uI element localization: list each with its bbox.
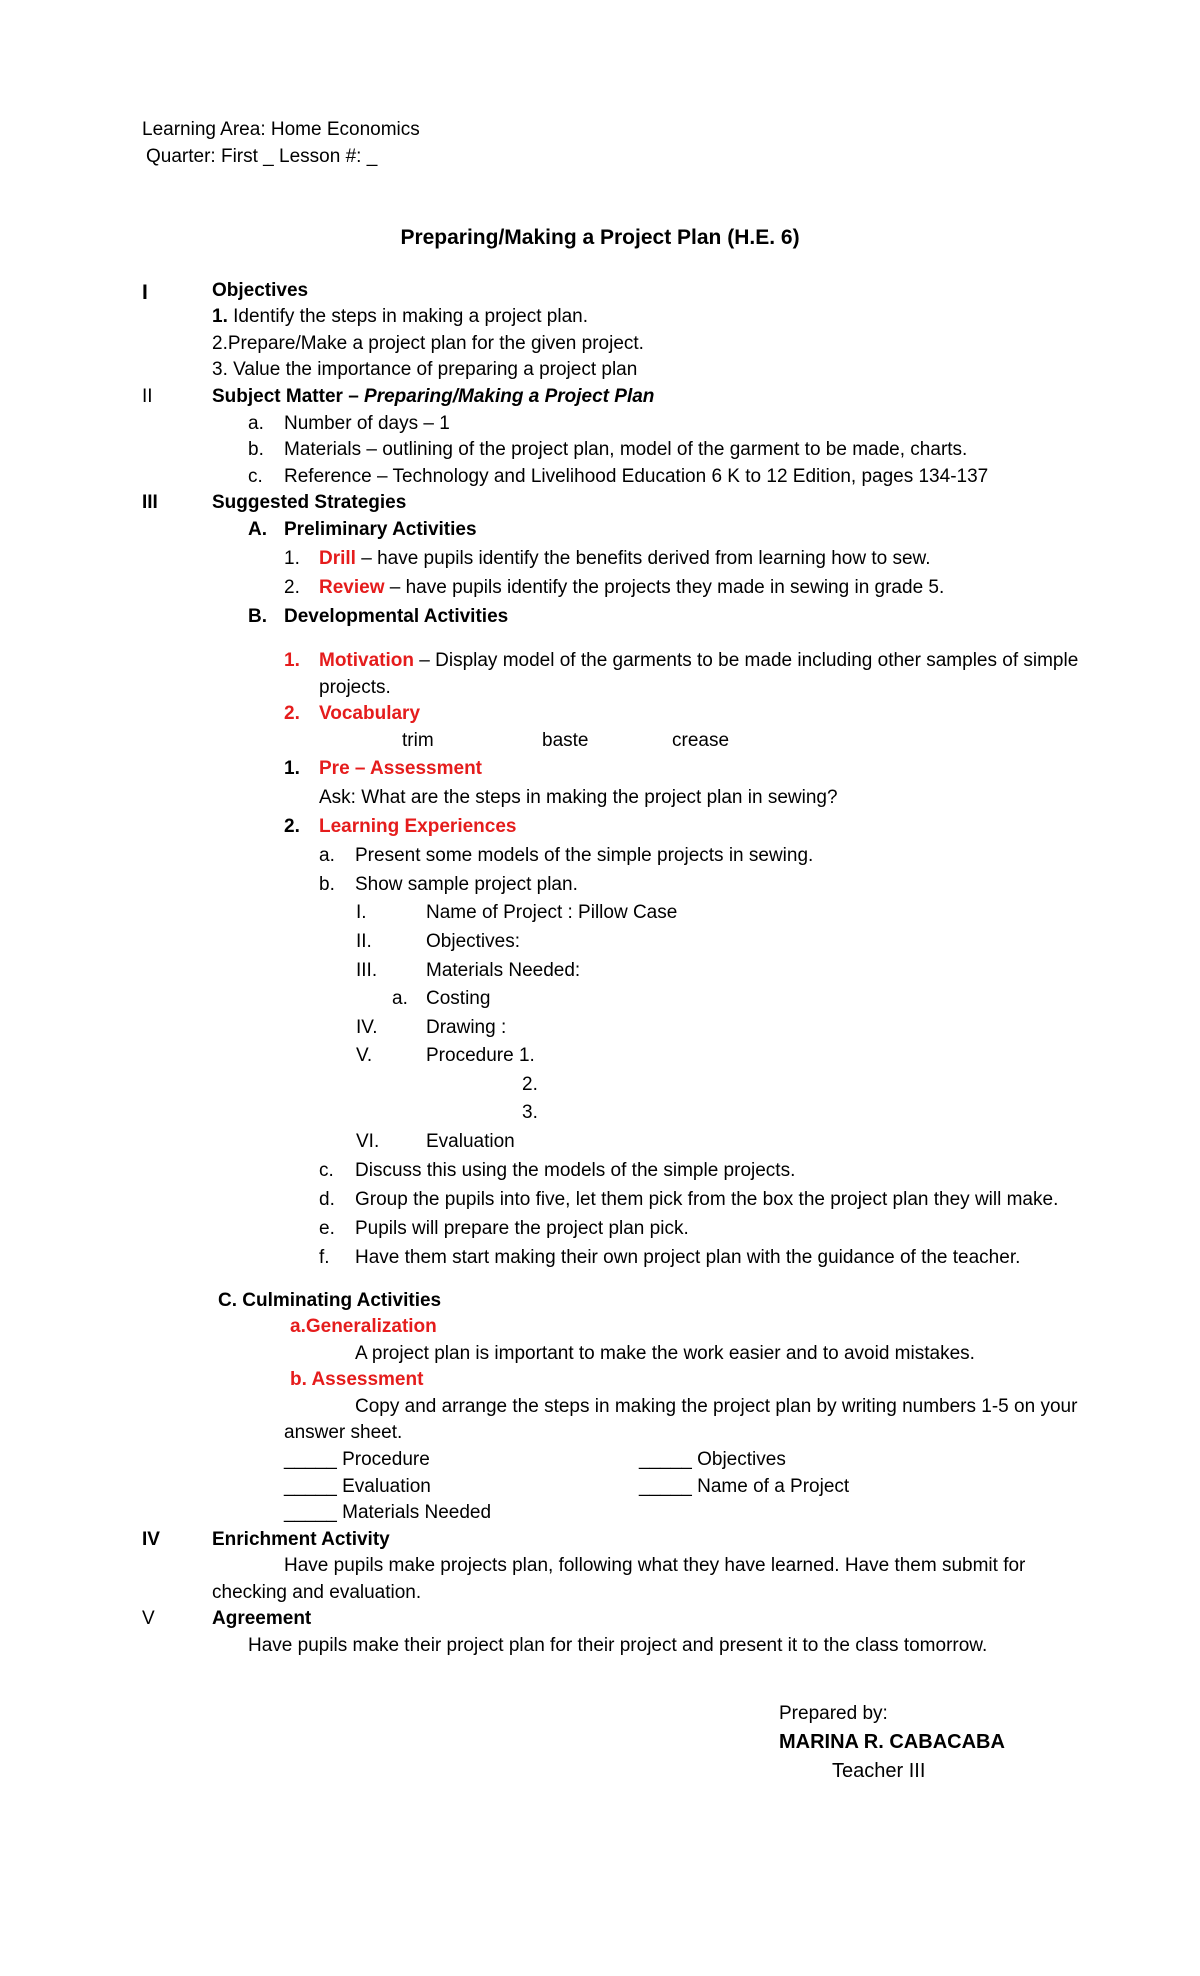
- quarter-lesson: Quarter: First _ Lesson #: _: [146, 146, 378, 167]
- preparer-name: MARINA R. CABACABA: [779, 1731, 1005, 1753]
- le-item-d: Group the pupils into five, let them pick from the box the project plan they will make.: [355, 1189, 1059, 1210]
- plan-evaluation: Evaluation: [426, 1131, 515, 1152]
- le-letter-e: e.: [319, 1218, 335, 1239]
- section-number-3: III: [142, 492, 158, 513]
- le-letter-d: d.: [319, 1189, 335, 1210]
- plan-num-iiia: a.: [392, 988, 408, 1009]
- strategies-heading: Suggested Strategies: [212, 492, 407, 513]
- objectives-heading: Objectives: [212, 280, 309, 301]
- objective-2: 2.Prepare/Make a project plan for the given project.: [212, 333, 644, 354]
- subject-item-reference: Reference – Technology and Livelihood Education 6 K to 12 Edition, pages 134-137: [284, 466, 989, 487]
- review-text: – have pupils identify the projects they made in sewing in grade 5.: [384, 577, 945, 598]
- prelim-letter: A.: [248, 519, 267, 540]
- drill-text: – have pupils identify the benefits derived from learning how to sew.: [355, 548, 931, 569]
- plan-num-iv: IV.: [356, 1017, 378, 1038]
- plan-procedure-3: 3.: [522, 1102, 538, 1123]
- motivation-text: – Display model of the garments to be made including other samples of simple: [414, 650, 1079, 671]
- le-item-e: Pupils will prepare the project plan pick.: [355, 1218, 689, 1239]
- section-number-4: IV: [142, 1529, 160, 1550]
- learning-exp-num: 2.: [284, 816, 300, 837]
- objective-1: [212, 306, 588, 329]
- subject-matter-topic: Preparing/Making a Project Plan: [364, 386, 655, 407]
- plan-materials-needed: Materials Needed:: [426, 960, 581, 981]
- plan-num-ii: II.: [356, 931, 372, 952]
- enrichment-text: Have pupils make projects plan, following what they have learned. Have them submit for: [284, 1555, 1026, 1576]
- plan-num-vi: VI.: [356, 1131, 380, 1152]
- plan-num-iii: III.: [356, 960, 378, 981]
- objective-3: 3. Value the importance of preparing a project plan: [212, 359, 638, 380]
- le-item-c: Discuss this using the models of the simple projects.: [355, 1160, 796, 1181]
- learning-area: Learning Area: Home Economics: [142, 119, 420, 140]
- le-item-f: Have them start making their own project plan with the guidance of the teacher.: [355, 1247, 1021, 1268]
- enrichment-heading: Enrichment Activity: [212, 1529, 390, 1550]
- subject-matter-heading: [212, 386, 654, 409]
- motivation-cont: projects.: [319, 677, 391, 698]
- page-title: [0, 225, 1200, 250]
- subject-item-letter-c: c.: [248, 466, 263, 487]
- le-item-a: Present some models of the simple projects in sewing.: [355, 845, 814, 866]
- plan-costing: Costing: [426, 988, 491, 1009]
- subject-item-days: Number of days – 1: [284, 413, 450, 434]
- agreement-text: Have pupils make their project plan for their project and present it to the class tomorrow.: [248, 1635, 988, 1656]
- answer-procedure: _____ Procedure: [284, 1449, 430, 1470]
- pre-assessment-num: 1.: [284, 758, 300, 779]
- review-num: 2.: [284, 577, 300, 598]
- vocab-num: 2.: [284, 703, 300, 724]
- objective-1-text: Identify the steps in making a project plan.: [227, 306, 589, 327]
- le-letter-c: c.: [319, 1160, 334, 1181]
- le-letter-a: a.: [319, 845, 335, 866]
- drill-num: 1.: [284, 548, 300, 569]
- assessment-cont: answer sheet.: [284, 1422, 403, 1443]
- drill-item: [319, 548, 931, 571]
- plan-procedure: Procedure 1.: [426, 1045, 535, 1066]
- answer-objectives: _____ Objectives: [639, 1449, 786, 1470]
- title-grade: (H.E. 6): [727, 226, 800, 249]
- section-number-2: II: [142, 386, 153, 407]
- motivation-num: 1.: [284, 650, 300, 671]
- prepared-by: Prepared by:: [779, 1703, 888, 1724]
- motivation-key: Motivation: [319, 650, 414, 671]
- objective-1-num: 1.: [212, 306, 228, 327]
- vocab-word-baste: baste: [542, 730, 589, 751]
- plan-procedure-2: 2.: [522, 1074, 538, 1095]
- plan-objectives: Objectives:: [426, 931, 520, 952]
- culminating-heading: C. Culminating Activities: [218, 1290, 442, 1311]
- enrichment-cont: checking and evaluation.: [212, 1582, 422, 1603]
- le-item-b: Show sample project plan.: [355, 874, 578, 895]
- section-number-1: I: [142, 281, 148, 304]
- assessment-text: Copy and arrange the steps in making the project plan by writing numbers 1-5 on your: [355, 1396, 1078, 1417]
- answer-name-of-project: _____ Name of a Project: [639, 1476, 850, 1497]
- plan-name-of-project: Name of Project : Pillow Case: [426, 902, 678, 923]
- motivation-item: [319, 650, 1078, 673]
- dev-letter: B.: [248, 606, 267, 627]
- le-letter-f: f.: [319, 1247, 330, 1268]
- prelim-heading: Preliminary Activities: [284, 519, 477, 540]
- agreement-heading: Agreement: [212, 1608, 312, 1629]
- subject-item-letter-a: a.: [248, 413, 264, 434]
- plan-num-v: V.: [356, 1045, 373, 1066]
- drill-key: Drill: [319, 548, 356, 569]
- answer-materials-needed: _____ Materials Needed: [284, 1502, 492, 1523]
- title-main: Preparing/Making a Project Plan: [400, 226, 722, 249]
- le-letter-b: b.: [319, 874, 335, 895]
- vocab-word-crease: crease: [672, 730, 730, 751]
- subject-matter-label: Subject Matter –: [212, 386, 365, 407]
- dev-heading: Developmental Activities: [284, 606, 509, 627]
- vocab-key: Vocabulary: [319, 703, 421, 724]
- review-key: Review: [319, 577, 385, 598]
- pre-assessment-ask: Ask: What are the steps in making the project plan in sewing?: [319, 787, 838, 808]
- preparer-position: Teacher III: [832, 1760, 926, 1782]
- plan-drawing: Drawing :: [426, 1017, 507, 1038]
- review-item: [319, 577, 944, 600]
- generalization-key: a.Generalization: [290, 1316, 437, 1337]
- subject-item-letter-b: b.: [248, 439, 264, 460]
- vocab-word-trim: trim: [402, 730, 434, 751]
- answer-evaluation: _____ Evaluation: [284, 1476, 431, 1497]
- learning-exp-key: Learning Experiences: [319, 816, 517, 837]
- pre-assessment-key: Pre – Assessment: [319, 758, 483, 779]
- assessment-key: b. Assessment: [290, 1369, 424, 1390]
- plan-num-i: I.: [356, 902, 367, 923]
- subject-item-materials: Materials – outlining of the project plan, model of the garment to be made, charts.: [284, 439, 968, 460]
- generalization-text: A project plan is important to make the work easier and to avoid mistakes.: [355, 1343, 975, 1364]
- section-number-5: V: [142, 1608, 155, 1629]
